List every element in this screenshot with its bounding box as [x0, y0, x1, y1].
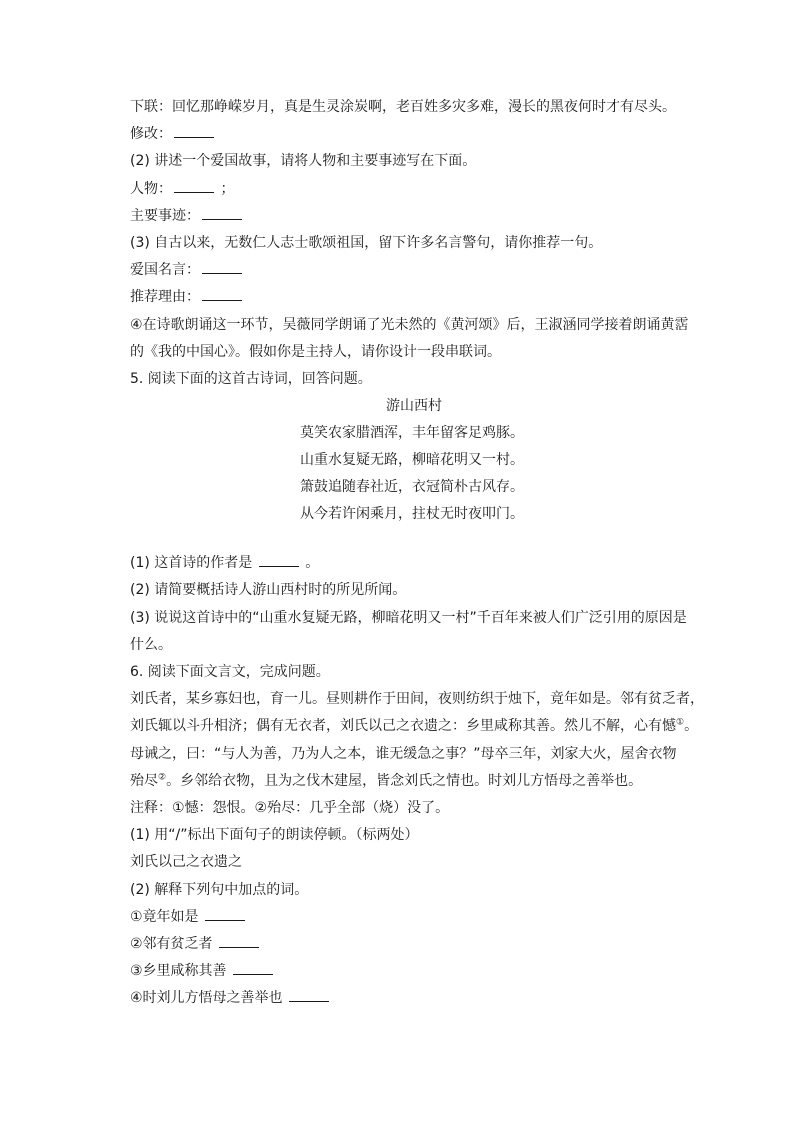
answer-blank[interactable] — [289, 987, 329, 1002]
question-5-heading: 5. 阅读下面的这首古诗词，回答问题。 — [130, 371, 372, 388]
reason-line: 推荐理由： — [130, 284, 698, 311]
question-6-2: (2) 解释下列句中加点的词。 — [130, 881, 309, 898]
poem-line: 莫笑农家腊酒浑，丰年留客足鸡豚。 — [300, 425, 524, 442]
classical-passage-line-3: 母诫之，曰：“与人为善，乃为人之本，谁无缓急之事？”母卒三年，刘家大火，屋舍衣物 — [130, 745, 677, 762]
answer-blank[interactable] — [205, 906, 245, 921]
host-script-line-1: ④在诗歌朗诵这一环节，吴薇同学朗诵了光未然的《黄河颂》后，王淑涵同学接着朗诵黄霑 — [130, 316, 689, 333]
answer-blank[interactable] — [219, 933, 259, 948]
deeds-line: 主要事迹： — [130, 203, 698, 230]
word-item-2: ②邻有贫乏者 — [130, 931, 698, 958]
person-line: 人物： ； — [130, 176, 698, 203]
question-5-2: (2) 请简要概括诗人游山西村时的所见所闻。 — [130, 582, 407, 599]
answer-blank[interactable] — [259, 552, 299, 567]
question-6-1: (1) 用“/”标出下面句子的朗读停顿。（标两处） — [130, 827, 419, 844]
host-script-line-2: 的《我的中国心》。假如你是主持人，请你设计一段串联词。 — [130, 343, 501, 360]
question-2-patriotic-story: (2) 讲述一个爱国故事，请将人物和主要事迹写在下面。 — [130, 153, 477, 170]
classical-passage-line-2: 刘氏辄以斗升相济；偶有无衣者，刘氏以己之衣遗之：乡里咸称其善。然儿不解，心有憾①。 — [130, 717, 699, 735]
word-item-3: ③乡里咸称其善 — [130, 958, 698, 985]
poem-line: 从今若许闲乘月，拄杖无时夜叩门。 — [300, 506, 524, 523]
spacer — [130, 528, 698, 550]
answer-blank[interactable] — [202, 286, 242, 301]
footnote-marker: ① — [676, 717, 685, 728]
question-6-heading: 6. 阅读下面文言文，完成问题。 — [130, 664, 330, 681]
answer-blank[interactable] — [174, 178, 214, 193]
poem-body — [300, 420, 698, 528]
couplet-second-line: 下联：回忆那峥嵘岁月，真是生灵涂炭啊，老百姓多灾多难，漫长的黑夜何时才有尽头。 — [130, 99, 676, 115]
word-item-4: ④时刘儿方悟母之善举也 — [130, 985, 698, 1012]
question-5-3-cont: 什么。 — [130, 636, 172, 653]
footnote-marker: ② — [158, 772, 167, 783]
poem-line: 箫鼓追随春社近，衣冠简朴古风存。 — [300, 479, 524, 496]
question-5-3: (3) 说说这首诗中的“山重水复疑无路，柳暗花明又一村”千百年来被人们广泛引用的原因是 — [130, 609, 687, 626]
poem-title: 游山西村 — [386, 398, 442, 415]
answer-blank[interactable] — [174, 123, 214, 138]
question-3-quote: (3) 自古以来，无数仁人志士歌颂祖国，留下许多名言警句，请你推荐一句。 — [130, 235, 603, 252]
question-5-1: (1) 这首诗的作者是 。 — [130, 550, 698, 577]
quote-line: 爱国名言： — [130, 257, 698, 284]
revise-line: 修改： — [130, 121, 698, 148]
word-item-1: ①竟年如是 — [130, 904, 698, 931]
answer-blank[interactable] — [202, 259, 242, 274]
poem-line: 山重水复疑无路，柳暗花明又一村。 — [300, 452, 524, 469]
answer-blank[interactable] — [233, 960, 273, 975]
answer-blank[interactable] — [202, 205, 242, 220]
classical-passage-line-1: 刘氏者，某乡寡妇也，育一儿。昼则耕作于田间，夜则纺织于烛下，竟年如是。邻有贫乏者， — [130, 691, 704, 708]
annotations: 注释：①憾：怨恨。②殆尽：几乎全部（烧）没了。 — [130, 800, 450, 817]
page-content — [130, 94, 704, 1013]
question-6-1-sentence: 刘氏以己之衣遗之 — [130, 854, 242, 871]
classical-passage-line-4: 殆尽②。乡邻给衣物，且为之伐木建屋，皆念刘氏之情也。时刘儿方悟母之善举也。 — [130, 772, 643, 789]
